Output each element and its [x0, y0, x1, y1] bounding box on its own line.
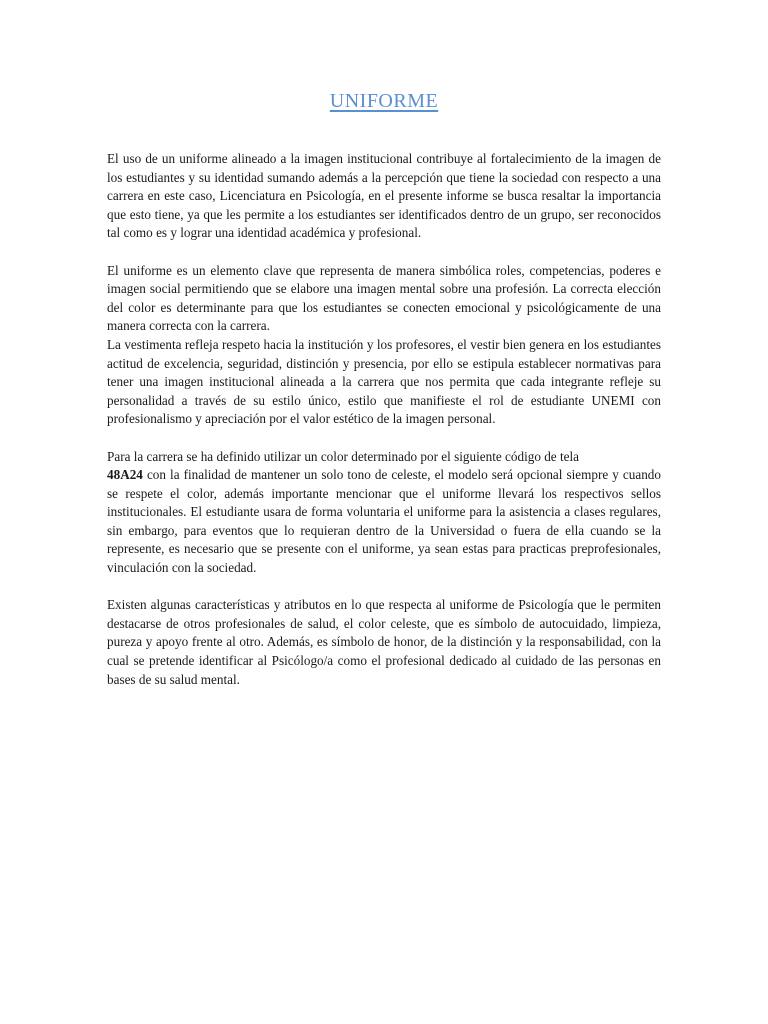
paragraph-attributes: Existen algunas características y atributos en lo que respecta al uniforme de Psicología que le permiten destacarse de otros profesionales de salud, el color celeste, que es símbolo de autocuidado, limpieza, pureza y apoyo frente al otro. Además, es símbolo de honor, de la distinción y la responsabilidad, con la cual se pretende identificar al Psicólogo/a como el profesional dedicado al cuidado de las personas en bases de su salud mental. — [107, 597, 661, 687]
color-code-rest: con la finalidad de mantener un solo tono de celeste, el modelo será opcional siempre y cuando se respete el color, además importante mencionar que el uniforme llevará los respectivos sellos institucionales. El estudiante usara de forma voluntaria el uniforme para la asistencia a clases regulares, sin embargo, para eventos que lo requieran dentro de la Universidad o fuera de ella cuando se la represente, es necesario que se presente con el uniforme, ya sean estas para practicas preprofesionales, vinculación con la sociedad. — [107, 467, 661, 576]
paragraph-vestimenta: La vestimenta refleja respeto hacia la institución y los profesores, el vestir bien genera en los estudiantes actitud de excelencia, seguridad, distinción y presencia, por ello se estipula establecer normativas para tener una imagen institucional alineada a la carrera que nos permita que cada integrante refleje su personalidad a través de su estilo único, estilo que manifieste el rol de estudiante UNEMI con profesionalismo y apreciación por el valor estético de la imagen personal. — [107, 336, 661, 427]
paragraph-uniform-element: El uniforme es un elemento clave que representa de manera simbólica roles, competencias, poderes e imagen social permitiendo que se elabore una imagen mental sobre una profesión. La correcta elección del color es determinante para que los estudiantes se conecten emocional y psicológicamente de una manera correcta con la carrera. — [107, 262, 661, 334]
paragraph-intro: El uso de un uniforme alineado a la imagen institucional contribuye al fortalecimiento de la imagen de los estudiantes y su identidad sumando además a la percepción que tiene la sociedad con respecto a una carrera en este caso, Licenciatura en Psicología, en el presente informe se busca resaltar la importancia que esto tiene, ya que les permite a los estudiantes ser identificados dentro de un grupo, ser reconocidos tal como es y lograr una identidad académica y profesional. — [107, 151, 661, 241]
paragraph-gap — [107, 429, 661, 448]
paragraph-color-code — [107, 448, 661, 578]
fabric-code: 48A24 — [107, 467, 143, 483]
document-body — [107, 150, 661, 689]
color-code-intro: Para la carrera se ha definido utilizar un color determinado por el siguiente código de tela — [107, 448, 579, 464]
paragraph-gap — [107, 578, 661, 597]
paragraph-gap — [107, 243, 661, 262]
document-title: UNIFORME — [329, 90, 439, 112]
